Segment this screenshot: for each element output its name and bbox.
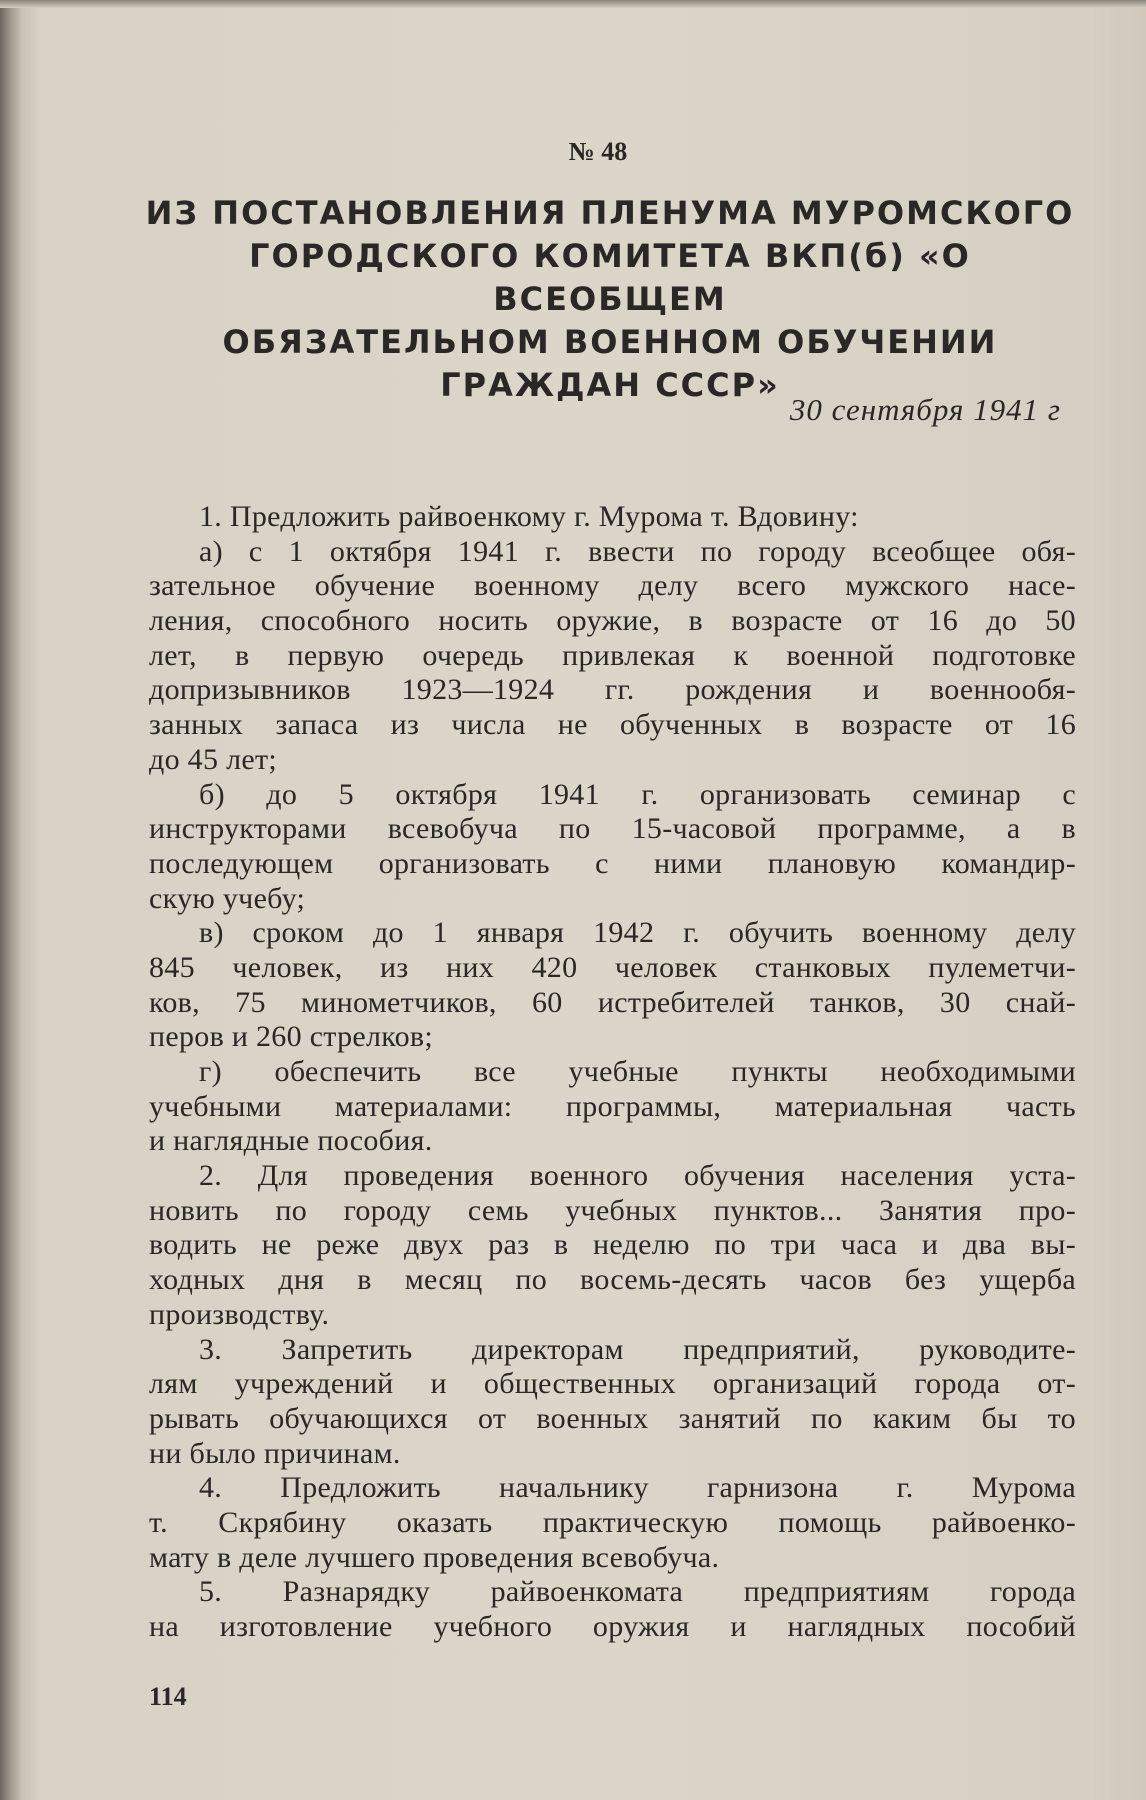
title-line: ОБЯЗАТЕЛЬНОМ ВОЕННОМ ОБУЧЕНИИ: [222, 323, 998, 361]
title-line: ГОРОДСКОГО КОМИТЕТА ВКП(б) «О ВСЕОБЩЕМ: [249, 237, 971, 318]
text-line: мату в деле лучшего проведения всевобуча.: [149, 1540, 720, 1574]
text-line: т. Скрябину оказать практическую помощь райвоенко-: [149, 1505, 1076, 1539]
text-line: инструкторами всевобуча по 15-часовой программе, а в: [149, 812, 1076, 846]
text-line: водить не реже двух раз в неделю по три часа и два вы-: [149, 1228, 1076, 1262]
text-line: 3. Запретить директорам предприятий, руководите-: [199, 1332, 1076, 1366]
text-line: а) с 1 октября 1941 г. ввести по городу всеобщее обя-: [199, 534, 1076, 568]
text-line: б) до 5 октября 1941 г. организовать семинар с: [199, 777, 1076, 811]
text-line: производству.: [149, 1297, 330, 1331]
title-line: ИЗ ПОСТАНОВЛЕНИЯ ПЛЕНУМА МУРОМСКОГО: [145, 194, 1075, 232]
text-line: ков, 75 минометчиков, 60 истребителей танков, 30 снай-: [149, 985, 1076, 1019]
text-line: 5. Разнарядку райвоенкомата предприятиям города: [199, 1575, 1076, 1609]
text-line: 2. Для проведения военного обучения населения уста-: [199, 1159, 1076, 1193]
text-line: допризывников 1923—1924 гг. рождения и военнообя-: [149, 673, 1076, 707]
document-title: [140, 192, 1080, 407]
text-line: ления, способного носить оружие, в возрасте от 16 до 50: [149, 604, 1076, 638]
document-body: [149, 500, 1076, 1645]
document-date: 30 сентября 1941 г: [789, 392, 1061, 427]
text-line: и наглядные пособия.: [149, 1124, 433, 1158]
text-line: ходных дня в месяц по восемь-десять часов без ущерба: [149, 1263, 1076, 1297]
text-line: занных запаса из числа не обученных в возрасте от 16: [149, 708, 1076, 742]
text-line: 1. Предложить райвоенкому г. Мурома т. Вдовину:: [199, 500, 859, 533]
text-line: ни было причинам.: [149, 1436, 401, 1470]
text-line: до 45 лет;: [149, 742, 277, 776]
text-line: г) обеспечить все учебные пункты необходимыми: [199, 1055, 1076, 1088]
text-line: последующем организовать с ними плановую командир-: [149, 846, 1076, 880]
title-line: ГРАЖДАН СССР»: [440, 366, 780, 404]
text-line: в) сроком до 1 января 1942 г. обучить военному делу: [199, 916, 1076, 950]
text-line: лям учреждений и общественных организаций города от-: [149, 1367, 1076, 1401]
text-line: новить по городу семь учебных пунктов... Занятия про-: [149, 1193, 1076, 1227]
page-top-edge: [0, 0, 1146, 8]
text-line: 4. Предложить начальнику гарнизона г. Мурома: [199, 1471, 1076, 1505]
text-line: рывать обучающихся от военных занятий по каким бы то: [149, 1401, 1076, 1435]
text-line: 845 человек, из них 420 человек станковых пулеметчи-: [149, 950, 1076, 984]
text-line: учебными материалами: программы, материальная часть: [149, 1089, 1076, 1123]
document-number: № 48: [568, 137, 628, 166]
text-line: на изготовление учебного оружия и наглядных пособий: [149, 1610, 1076, 1643]
text-line: скую учебу;: [149, 881, 306, 915]
page-number: 114: [149, 1682, 187, 1711]
text-line: перов и 260 стрелков;: [149, 1020, 434, 1054]
text-line: лет, в первую очередь привлекая к военной подготовке: [149, 638, 1076, 672]
text-line: зательное обучение военному делу всего мужского насе-: [149, 569, 1076, 603]
